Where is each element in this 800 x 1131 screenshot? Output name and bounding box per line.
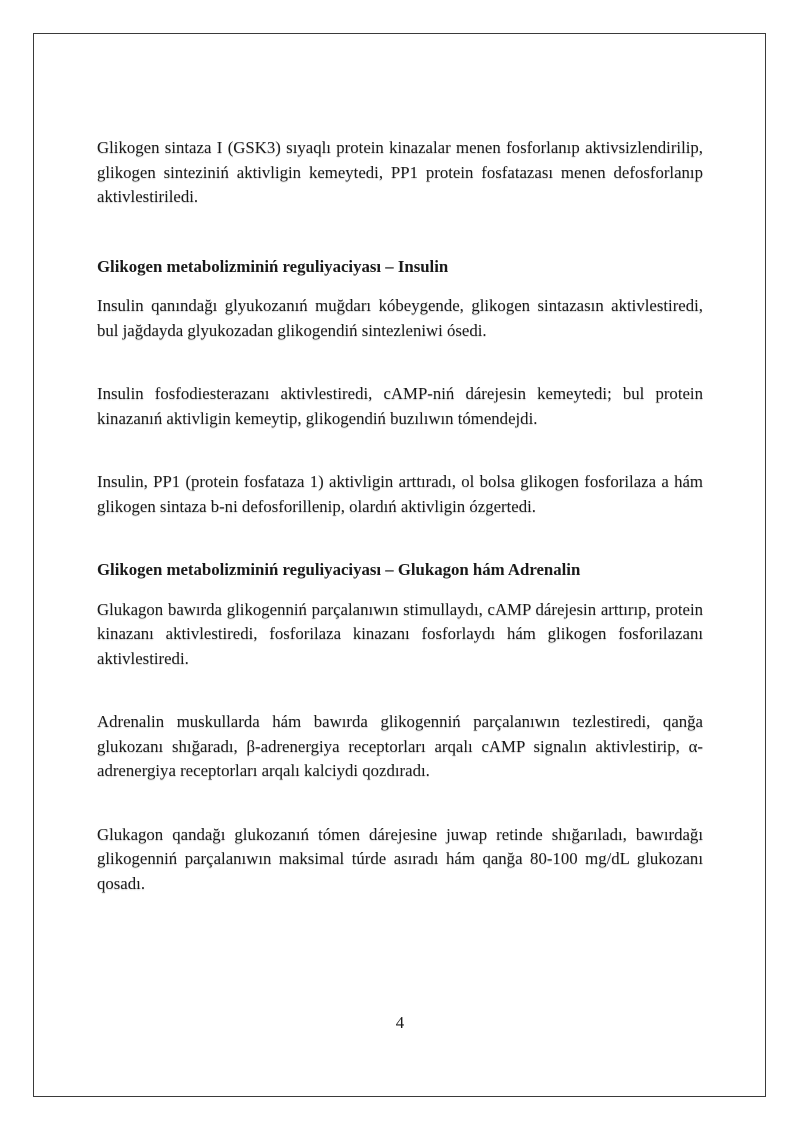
paragraph-glucagon-liver: Glukagon bawırda glikogenniń parçalanıwın stimullaydı, cAMP dárejesin arttırıp, protein kinazanı aktivlestiredi, fosforilaza kinazanı fosforlaydı hám glikogen fosforilazanı aktivlestiredi. xyxy=(97,599,703,668)
paragraph-gsk3: Glikogen sintaza I (GSK3) sıyaqlı protein kinazalar menen fosforlanıp aktivsizlendirilip, glikogen sinteziniń aktivligin kemeytedi, PP1 protein fosfatazası menen defosforlanıp aktivlestiriledi. xyxy=(97,138,703,206)
document-body xyxy=(97,136,703,896)
paragraph-insulin-pp1: Insulin, PP1 (protein fosfataza 1) aktivligin arttıradı, ol bolsa glikogen fosforilaza a hám glikogen sintaza b-ni defosforillenip, olardıń aktivligin ózgertedi. xyxy=(97,472,703,516)
paragraph-insulin-phosphodiesterase: Insulin fosfodiesterazanı aktivlestiredi, cAMP-niń dárejesin kemeytedi; bul protein kinazanıń aktivligin kemeytip, glikogendiń buzılıwın tómendejdi. xyxy=(97,384,703,428)
heading-insulin: Glikogen metabolizminiń reguliyaciyası – Insulin xyxy=(97,256,449,276)
paragraph-insulin-synthase: Insulin qanındağı glyukozanıń muğdarı kóbeygende, glikogen sintazasın aktivlestiredi, bul jağdayda glyukozadan glikogendiń sintezleniwi ósedi. xyxy=(97,296,703,340)
paragraph-adrenalin: Adrenalin muskullarda hám bawırda glikogenniń parçalanıwın tezlestiredi, qanğa glukozanı shığaradı, β-adrenergiya receptorları arqalı cAMP signalın aktivlestirip, α-adrenergiya receptorları arqalı kalciydi qozdıradı. xyxy=(97,712,703,780)
heading-glucagon-adrenalin: Glikogen metabolizminiń reguliyaciyası – Glukagon hám Adrenalin xyxy=(97,560,581,579)
paragraph-glucagon-blood: Glukagon qandağı glukozanıń tómen dárejesine juwap retinde shığarıladı, bawırdağı glikogenniń parçalanıwın maksimal túrde asıradı hám qanğa 80-100 mg/dL glukozanı qosadı. xyxy=(97,824,703,893)
page-number: 4 xyxy=(395,1013,405,1032)
